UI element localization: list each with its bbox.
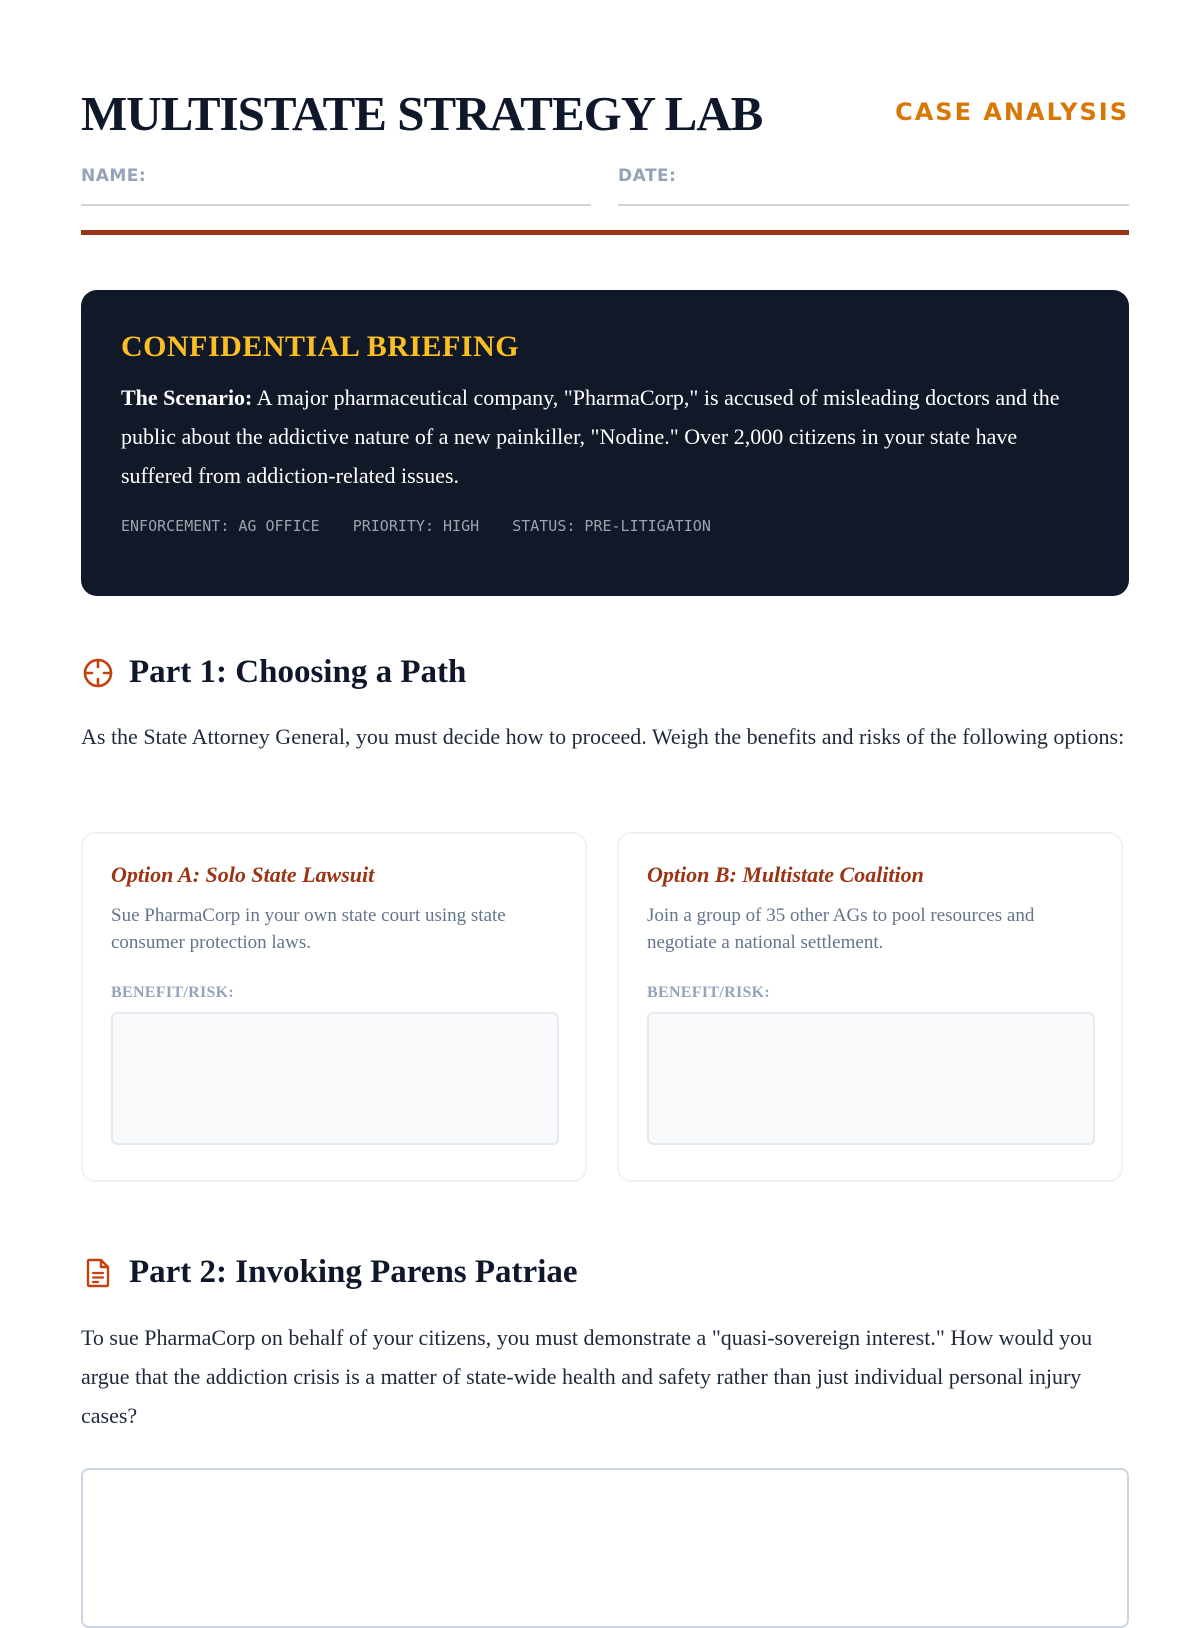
document-icon xyxy=(81,1256,115,1290)
briefing-title: CONFIDENTIAL BRIEFING xyxy=(121,330,520,363)
part1-heading xyxy=(81,654,466,691)
scenario-lead: The Scenario: xyxy=(121,385,253,410)
briefing-meta xyxy=(121,517,1089,535)
page-title: MULTISTATE STRATEGY LAB xyxy=(81,86,763,141)
case-analysis-badge: CASE ANALYSIS xyxy=(895,98,1129,126)
date-label: DATE: xyxy=(618,166,677,186)
option-b-desc: Join a group of 35 other AGs to pool resources and negotiate a national settlement. xyxy=(647,905,1035,953)
meta-status: STATUS: PRE-LITIGATION xyxy=(512,517,711,535)
option-a-answer-box[interactable] xyxy=(111,1012,559,1145)
part1-intro: As the State Attorney General, you must decide how to proceed. Weigh the benefits and risks of the following options: xyxy=(81,724,1125,749)
option-b-card xyxy=(617,832,1123,1182)
option-b-label: BENEFIT/RISK: xyxy=(647,984,771,1001)
option-a-title: Option A: Solo State Lawsuit xyxy=(111,862,375,887)
meta-priority: PRIORITY: HIGH xyxy=(352,517,480,535)
confidential-briefing-card xyxy=(81,290,1129,596)
part2-answer-box[interactable] xyxy=(81,1468,1129,1628)
header-divider xyxy=(81,230,1129,235)
crosshair-icon xyxy=(81,656,115,690)
part2-title: Part 2: Invoking Parens Patriae xyxy=(129,1254,578,1290)
part2-heading xyxy=(81,1254,578,1291)
name-label: NAME: xyxy=(81,166,147,186)
option-b-answer-box[interactable] xyxy=(647,1012,1095,1145)
name-field[interactable] xyxy=(81,166,591,206)
part1-title: Part 1: Choosing a Path xyxy=(129,654,467,690)
option-a-card xyxy=(81,832,587,1182)
option-a-desc: Sue PharmaCorp in your own state court using state consumer protection laws. xyxy=(111,905,506,953)
option-a-label: BENEFIT/RISK: xyxy=(111,984,235,1001)
date-field[interactable] xyxy=(618,166,1129,206)
scenario-text xyxy=(121,378,1089,495)
scenario-body: A major pharmaceutical company, "PharmaCorp," is accused of misleading doctors and the public about the addictive nature of a new painkiller, "Nodine." Over 2,000 citizens in your state have suffered from addiction-related issues. xyxy=(121,385,1060,488)
meta-enforcement: ENFORCEMENT: AG OFFICE xyxy=(121,517,320,535)
option-b-title: Option B: Multistate Coalition xyxy=(647,862,924,887)
header xyxy=(81,84,1129,144)
part2-intro: To sue PharmaCorp on behalf of your citizens, you must demonstrate a "quasi-sovereign interest." How would you argue that the addiction crisis is a matter of state-wide health and safety rather than just individual personal injury cases? xyxy=(81,1325,1093,1428)
